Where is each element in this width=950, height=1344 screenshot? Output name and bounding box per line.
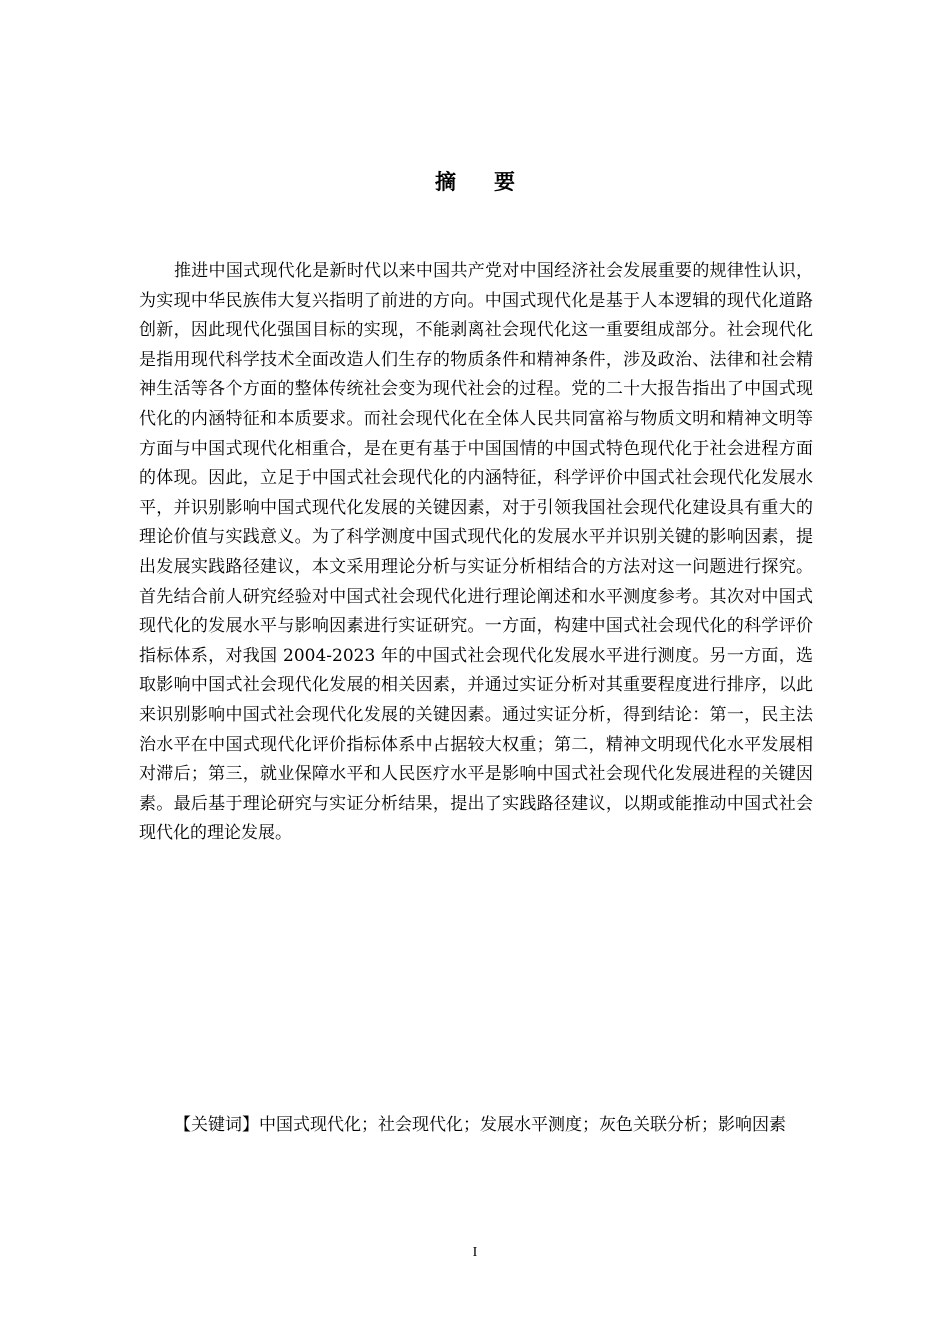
keywords-label: 【关键词】 xyxy=(174,1115,259,1135)
keywords-line xyxy=(139,1111,813,1141)
page-title: 摘要 xyxy=(435,170,553,194)
abstract-paragraph: 推进中国式现代化是新时代以来中国共产党对中国经济社会发展重要的规律性认识，为实现中华民族伟大复兴指明了前进的方向。中国式现代化是基于人本逻辑的现代化道路创新，因此现代化强国目标的实现，不能剥离社会现代化这一重要组成部分。社会现代化是指用现代科学技术全面改造人们生存的物质条件和精神条件，涉及政治、法律和社会精神生活等各个方面的整体传统社会变为现代社会的过程。党的二十大报告指出了中国式现代化的内涵特征和本质要求。而社会现代化在全体人民共同富裕与物质文明和精神文明等方面与中国式现代化相重合，是在更有基于中国国情的中国式特色现代化于社会进程方面的体现。因此，立足于中国式社会现代化的内涵特征，科学评价中国式社会现代化发展水平，并识别影响中国式现代化发展的关键因素，对于引领我国社会现代化建设具有重大的理论价值与实践意义。为了科学测度中国式现代化的发展水平并识别关键的影响因素，提出发展实践路径建议，本文采用理论分析与实证分析相结合的方法对这一问题进行探究。首先结合前人研究经验对中国式社会现代化进行理论阐述和水平测度参考。其次对中国式现代化的发展水平与影响因素进行实证研究。一方面，构建中国式社会现代化的科学评价指标体系，对我国 2004-2023 年的中国式社会现代化发展水平进行测度。另一方面，选取影响中国式社会现代化发展的相关因素，并通过实证分析对其重要程度进行排序，以此来识别影响中国式社会现代化发展的关键因素。通过实证分析，得到结论：第一，民主法治水平在中国式现代化评价指标体系中占据较大权重；第二，精神文明现代化水平发展相对滞后；第三，就业保障水平和人民医疗水平是影响中国式社会现代化发展进程的关键因素。最后基于理论研究与实证分析结果，提出了实践路径建议，以期或能推动中国式社会现代化的理论发展。 xyxy=(139,261,813,844)
keywords-text: 中国式现代化；社会现代化；发展水平测度；灰色关联分析；影响因素 xyxy=(259,1115,786,1135)
page-number: I xyxy=(472,1245,478,1260)
